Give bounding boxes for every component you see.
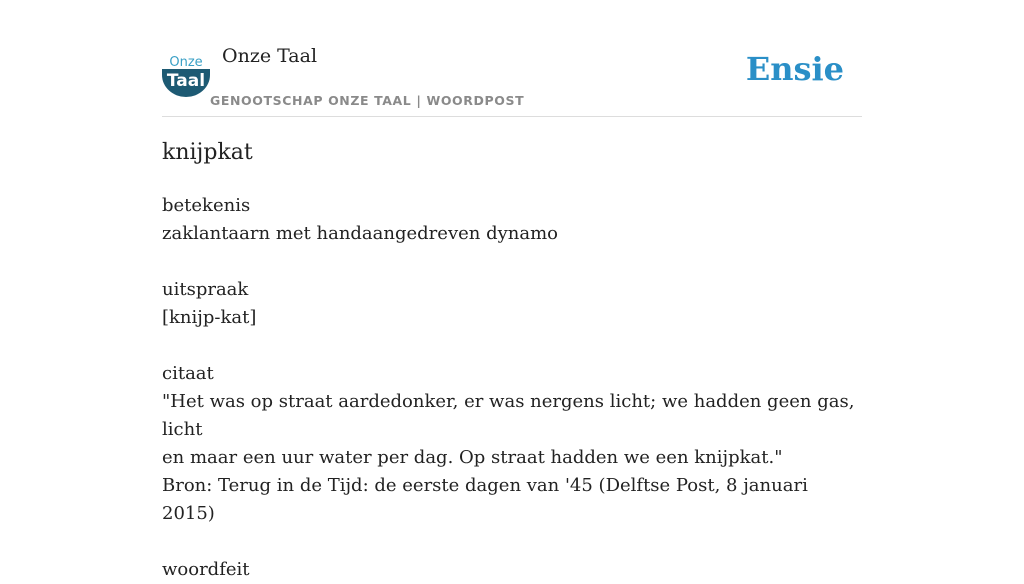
site-subtitle: GENOOTSCHAP ONZE TAAL | WOORDPOST [210, 93, 525, 108]
logo-text-top: Onze [169, 55, 203, 70]
section-label-betekenis: betekenis [162, 195, 251, 216]
section-label-uitspraak: uitspraak [162, 279, 249, 300]
site-header [162, 0, 862, 117]
logo-text-bottom: Taal [166, 71, 206, 91]
section-line: [knijp-kat] [162, 307, 257, 328]
section-label-citaat: citaat [162, 363, 214, 384]
quote-line: "Het was op straat aardedonker, er was nergens licht; we hadden geen gas, licht [162, 391, 855, 440]
quote-source: Bron: Terug in de Tijd: de eerste dagen van '45 (Delftse Post, 8 januari 2015) [162, 475, 808, 524]
section-label-woordfeit: woordfeit [162, 559, 250, 580]
quote-line: en maar een uur water per dag. Op straat hadden we een knijpkat." [162, 447, 783, 468]
entry-headword: knijpkat [162, 140, 253, 165]
page [162, 0, 862, 580]
site-name[interactable]: Onze Taal [222, 45, 318, 67]
section-line: zaklantaarn met handaangedreven dynamo [162, 223, 558, 244]
onze-taal-logo[interactable] [162, 53, 210, 97]
entry-body [162, 192, 862, 584]
ensie-brand-link[interactable]: Ensie [745, 50, 844, 88]
